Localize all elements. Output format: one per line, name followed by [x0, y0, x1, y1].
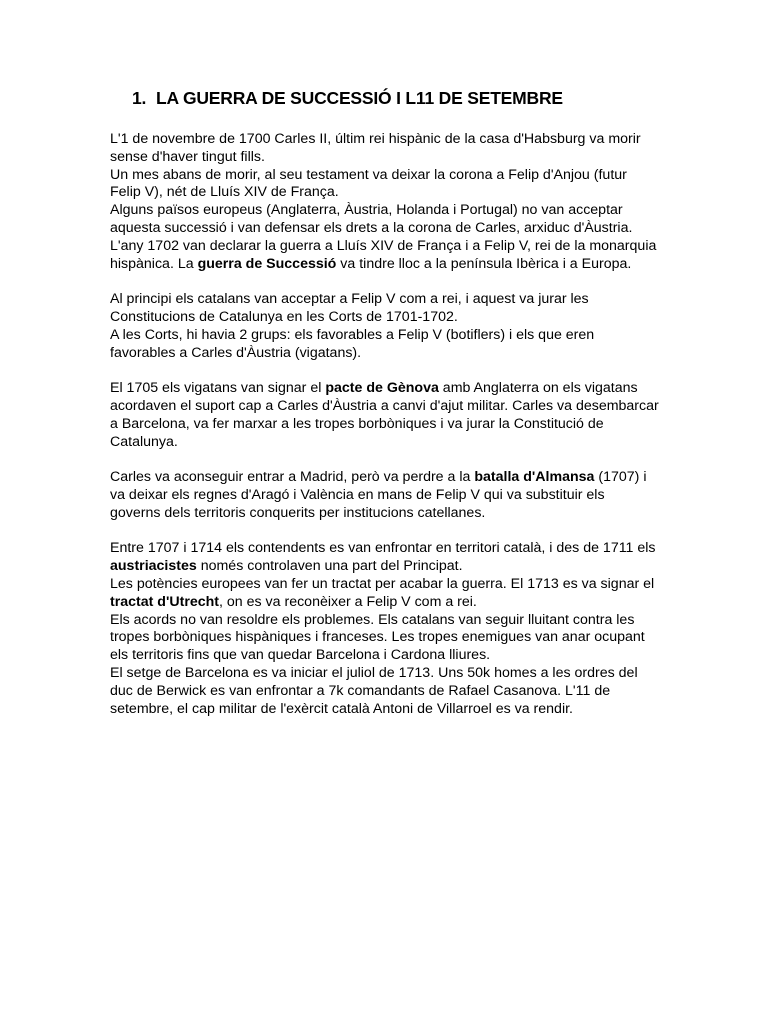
- paragraph: [110, 380, 670, 451]
- text-run: favorables a Carles d'Àustria (vigatans).: [110, 344, 362, 361]
- text-line: [110, 612, 670, 630]
- text-line: [110, 131, 670, 149]
- text-run: El 1705 els vigatans van signar el: [110, 380, 326, 397]
- text-line: [110, 327, 670, 345]
- text-run: setembre, el cap militar de l'exèrcit català Antoni de Villarroel es va rendir.: [110, 700, 573, 717]
- text-line: [110, 345, 670, 363]
- text-run: Carles va aconseguir entrar a Madrid, però va perdre a la: [110, 469, 475, 486]
- text-run: L'1 de novembre de 1700 Carles II, últim rei hispànic de la casa d'Habsburg va morir: [110, 131, 641, 147]
- text-run: sense d'haver tingut fills.: [110, 148, 265, 165]
- text-line: [110, 416, 670, 434]
- text-line: [110, 701, 670, 719]
- text-run: , on es va reconèixer a Felip V com a rei.: [219, 593, 477, 610]
- text-line: [110, 469, 670, 487]
- bold-term: batalla d'Almansa: [474, 469, 595, 486]
- text-run: hispànica. La: [110, 255, 198, 272]
- text-line: [110, 647, 670, 665]
- text-line: [110, 665, 670, 683]
- text-run: Al principi els catalans van acceptar a Felip V com a rei, i aquest va jurar les: [110, 291, 589, 308]
- text-run: A les Corts, hi havia 2 grups: els favorables a Felip V (botiflers) i els que eren: [110, 326, 595, 343]
- paragraph: [110, 291, 670, 362]
- text-run: Constitucions de Catalunya en les Corts de 1701-1702.: [110, 308, 458, 325]
- text-run: Un mes abans de morir, al seu testament va deixar la corona a Felip d'Anjou (futur: [110, 166, 627, 183]
- text-line: [110, 434, 670, 452]
- text-run: va deixar els regnes d'Aragó i València en mans de Felip V qui va substituir els: [110, 486, 605, 503]
- text-line: [110, 683, 670, 701]
- text-run: amb Anglaterra on els vigatans: [438, 380, 638, 397]
- text-line: [110, 220, 670, 238]
- text-run: El setge de Barcelona es va iniciar el juliol de 1713. Uns 50k homes a les ordres del: [110, 664, 638, 681]
- text-line: [110, 505, 670, 523]
- text-run: tropes borbòniques hispàniques i franceses. Les tropes enemigues van anar ocupant: [110, 629, 645, 646]
- text-line: [110, 558, 670, 576]
- text-line: [110, 398, 670, 416]
- text-line: [110, 184, 670, 202]
- bold-term: pacte de Gènova: [325, 380, 439, 397]
- paragraph: [110, 469, 670, 522]
- text-run: va tindre lloc a la península Ibèrica i a Europa.: [336, 255, 632, 272]
- text-run: L'any 1702 van declarar la guerra a Lluís XIV de França i a Felip V, rei de la monarquia: [110, 237, 657, 254]
- text-line: [110, 202, 670, 220]
- text-run: aquesta successió i van defensar els drets a la corona de Carles, arxiduc d'Àustria.: [110, 219, 633, 236]
- paragraph: [110, 131, 670, 273]
- text-line: [110, 487, 670, 505]
- text-run: (1707) i: [594, 469, 647, 486]
- text-run: Les potències europees van fer un tractat per acabar la guerra. El 1713 es va signar el: [110, 575, 655, 592]
- text-line: [110, 167, 670, 185]
- text-run: acordaven el suport cap a Carles d'Àustria a canvi d'ajut militar. Carles va desembarcar: [110, 397, 659, 414]
- text-run: Els acords no van resoldre els problemes. Els catalans van seguir lluitant contra les: [110, 611, 635, 628]
- text-run: Felip V), nét de Lluís XIV de França.: [110, 184, 339, 201]
- text-run: Catalunya.: [110, 433, 178, 450]
- text-run: Entre 1707 i 1714 els contendents es van enfrontar en territori català, i des de 1711 els: [110, 540, 656, 557]
- text-line: [110, 576, 670, 594]
- section-number: 1.: [132, 88, 147, 108]
- bold-term: tractat d'Utrecht: [110, 593, 220, 610]
- document-body: [110, 131, 670, 736]
- text-line: [110, 256, 670, 274]
- paragraph: [110, 540, 670, 718]
- text-run: només controlaven una part del Principat.: [196, 558, 463, 575]
- text-line: [110, 291, 670, 309]
- text-line: [110, 149, 670, 167]
- section-heading: [132, 88, 563, 109]
- text-line: [110, 238, 670, 256]
- text-run: els territoris fins que van quedar Barcelona i Cardona lliures.: [110, 647, 491, 664]
- text-line: [110, 540, 670, 558]
- text-line: [110, 629, 670, 647]
- bold-term: guerra de Successió: [197, 255, 337, 272]
- text-run: duc de Berwick es van enfrontar a 7k comandants de Rafael Casanova. L'11 de: [110, 682, 611, 699]
- text-run: a Barcelona, va fer marxar a les tropes borbòniques i va jurar la Constitució de: [110, 415, 604, 432]
- text-line: [110, 309, 670, 327]
- section-title: LA GUERRA DE SUCCESSIÓ I L11 DE SETEMBRE: [156, 88, 563, 108]
- text-line: [110, 594, 670, 612]
- text-run: governs dels territoris conquerits per institucions catellanes.: [110, 504, 486, 521]
- bold-term: austriacistes: [110, 558, 197, 575]
- text-run: Alguns països europeus (Anglaterra, Àustria, Holanda i Portugal) no van acceptar: [110, 202, 623, 219]
- text-line: [110, 380, 670, 398]
